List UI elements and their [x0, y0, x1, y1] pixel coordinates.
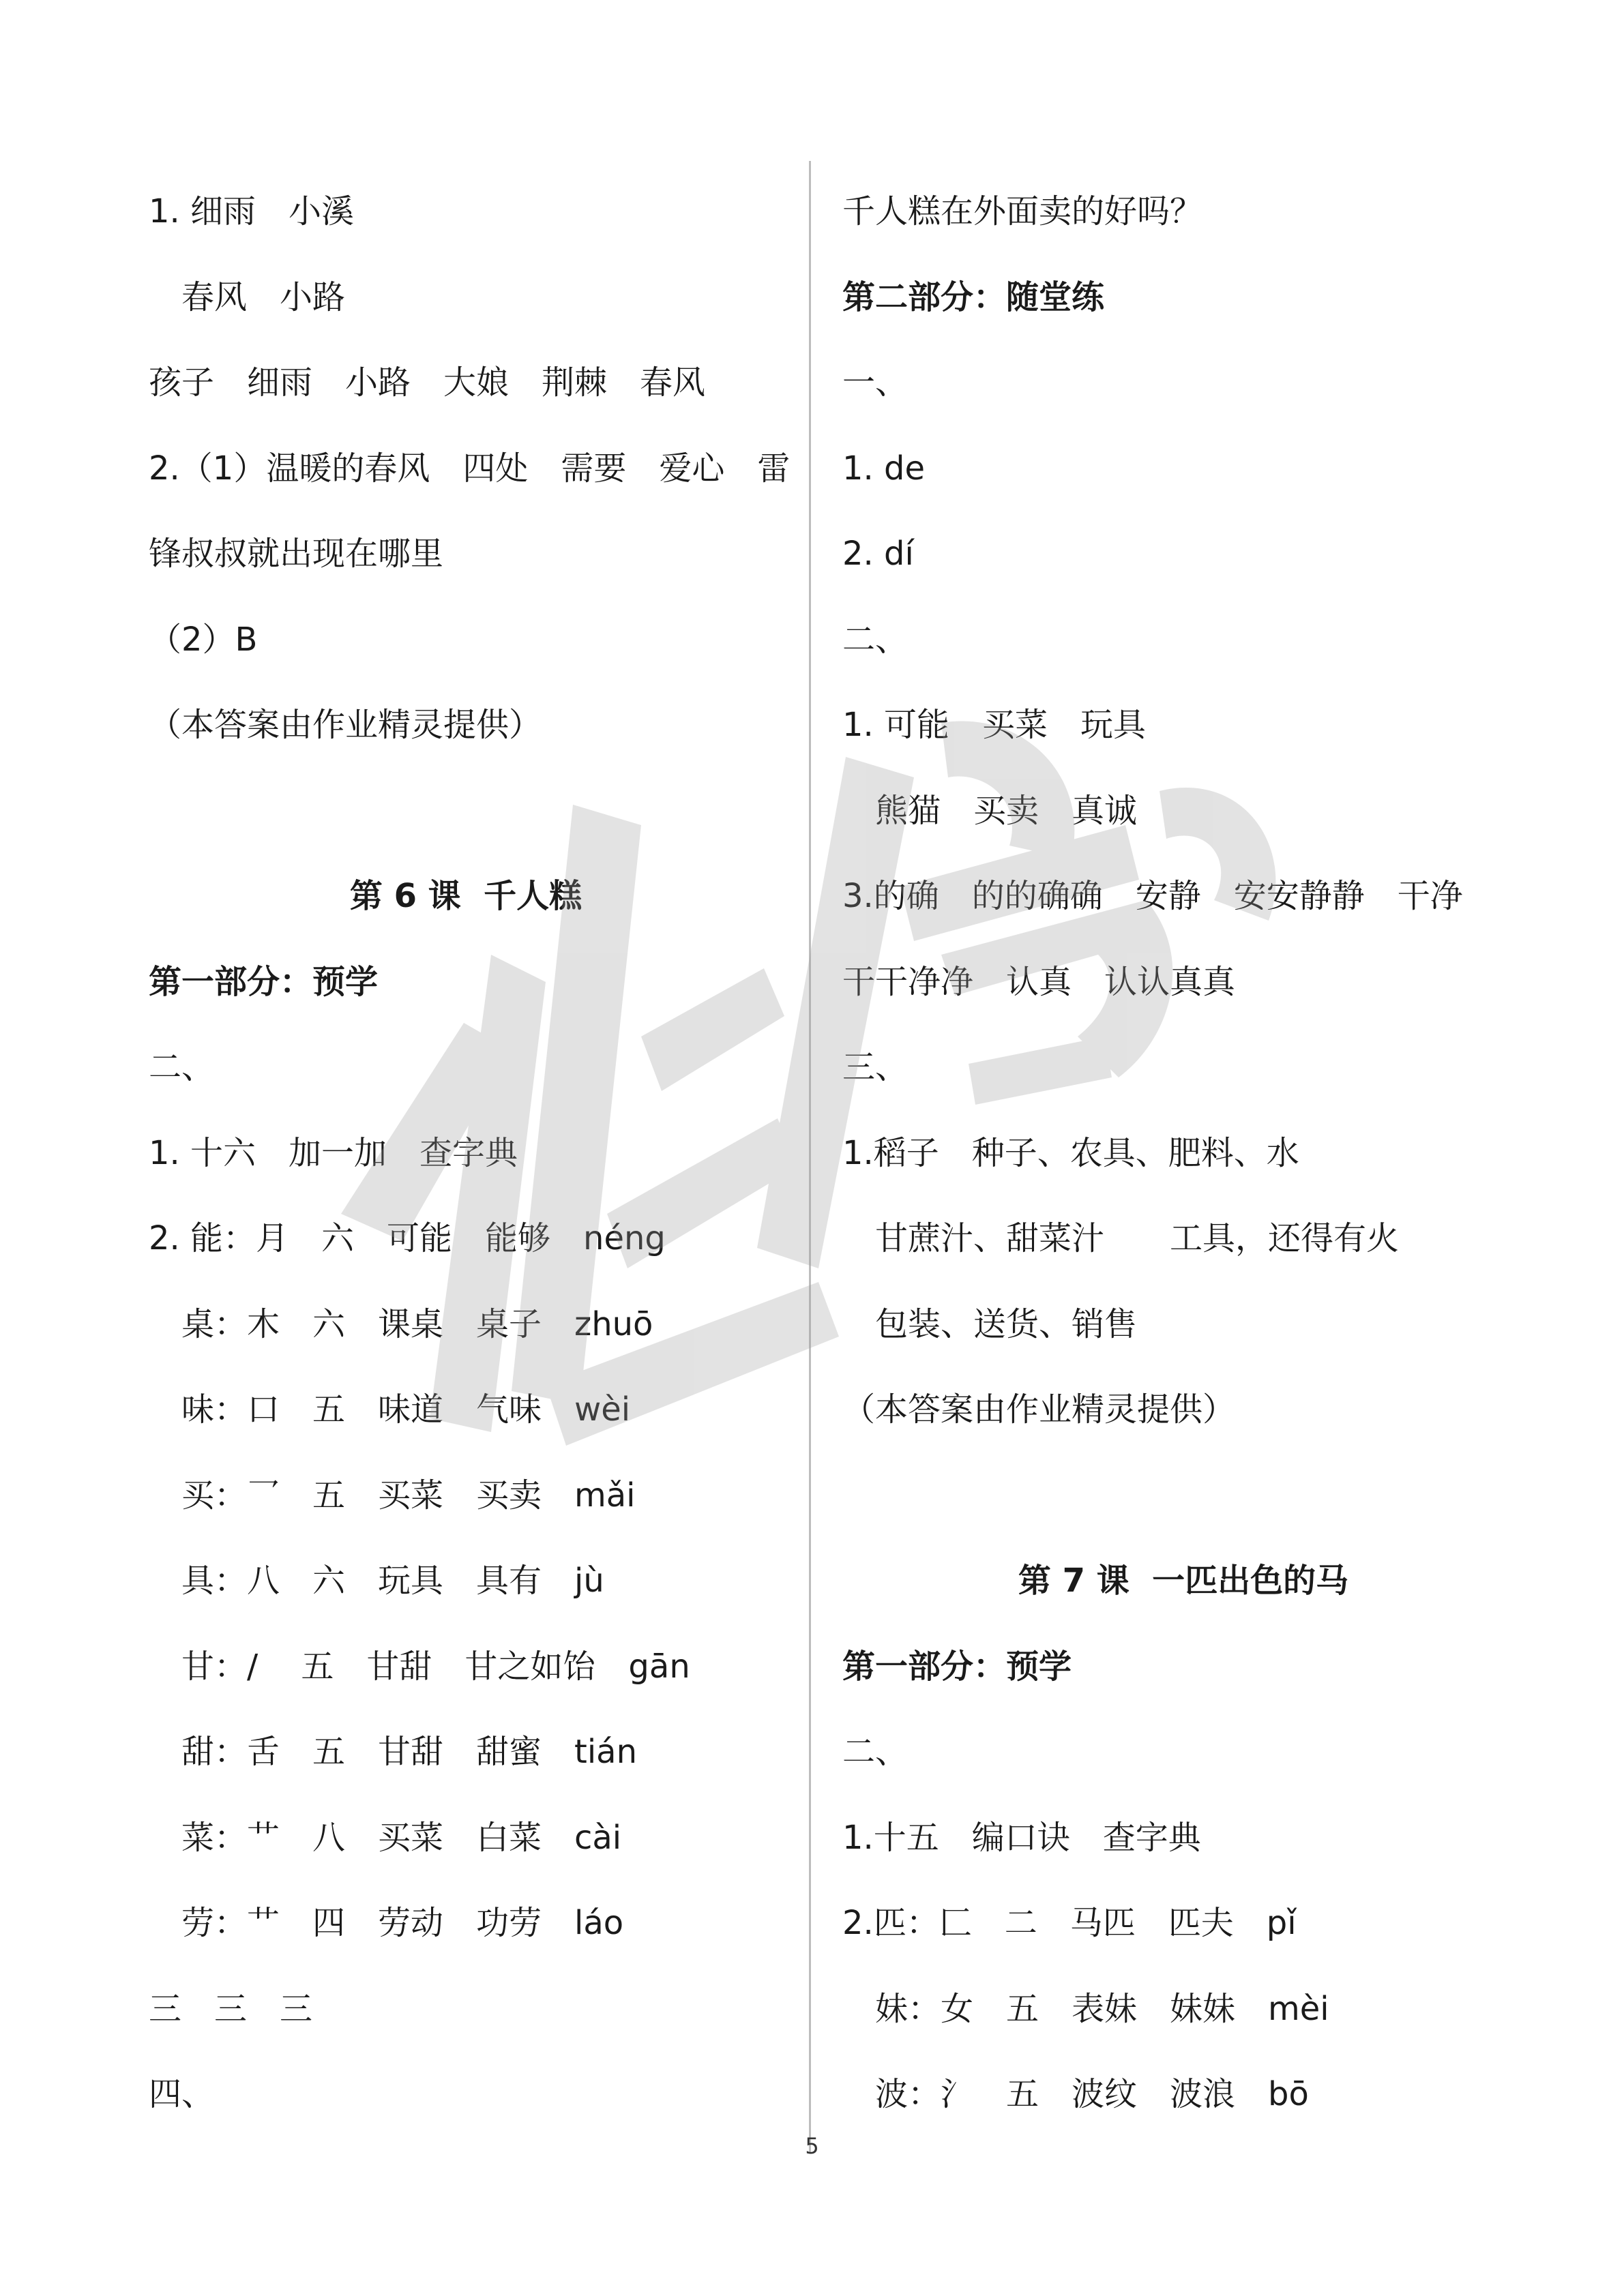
answer-line: 1. de [842, 449, 926, 488]
answer-line: 2.匹：匚 二 马匹 匹夫 pǐ [842, 1904, 1297, 1942]
answer-line: 干干净净 认真 认认真真 [842, 962, 1236, 1001]
answer-line: 2.（1）温暖的春风 四处 需要 爱心 雷 [149, 449, 791, 488]
answer-line: 四、 [149, 2075, 215, 2113]
answer-line: 二、 [842, 1733, 909, 1771]
section-heading: 第一部分：预学 [842, 1647, 1072, 1686]
answer-line: 熊猫 买卖 真诚 [842, 791, 1138, 830]
answer-line: 三、 [842, 1048, 909, 1086]
answer-line: 3.的确 的的确确 安静 安安静静 干净 [842, 877, 1463, 915]
answer-line: 菜：艹 八 买菜 白菜 cài [149, 1818, 622, 1857]
answer-line: 波：氵 五 波纹 波浪 bō [842, 2075, 1309, 2113]
answer-line: 千人糕在外面卖的好吗？ [842, 192, 1203, 230]
answer-line: 甜：舌 五 甘甜 甜蜜 tián [149, 1733, 637, 1771]
answer-line: 甘：/ 五 甘甜 甘之如饴 gān [149, 1647, 690, 1686]
answer-line: 一、 [842, 363, 909, 402]
answer-line: 劳：艹 四 劳动 功劳 láo [149, 1904, 624, 1942]
lesson-heading: 第 7 课 一匹出色的马 [1018, 1562, 1349, 1600]
answer-line: 买：乛 五 买菜 买卖 mǎi [149, 1476, 636, 1515]
lesson-heading: 第 6 课 千人糕 [349, 877, 582, 915]
answer-line: 1. 十六 加一加 查字典 [149, 1133, 518, 1172]
answer-line: （本答案由作业精灵提供） [149, 706, 542, 744]
answer-line: 三 三 三 [149, 1989, 313, 2028]
answer-line: 妹：女 五 表妹 妹妹 mèi [842, 1989, 1329, 2028]
answer-line: 1. 可能 买菜 玩具 [842, 706, 1147, 744]
answer-line: 1.稻子 种子、农具、肥料、水 [842, 1133, 1299, 1172]
answer-line: 具：八 六 玩具 具有 jù [149, 1562, 604, 1600]
answer-line: 味：口 五 味道 气味 wèi [149, 1390, 631, 1429]
answer-line: 1.十五 编口诀 查字典 [842, 1818, 1201, 1857]
answer-line: （2）B [149, 620, 258, 659]
answer-line: 二、 [149, 1048, 215, 1086]
answer-line: 1. 细雨 小溪 [149, 192, 355, 230]
answer-line: 锋叔叔就出现在哪里 [149, 535, 444, 573]
answer-line: 2. 能：月 六 可能 能够 néng [149, 1219, 666, 1257]
section-heading: 第一部分：预学 [149, 962, 379, 1001]
answer-line: 包装、送货、销售 [842, 1304, 1138, 1343]
page-number: 5 [805, 2133, 819, 2159]
answer-line: 桌：木 六 课桌 桌子 zhuō [149, 1304, 653, 1343]
answer-line: 孩子 细雨 小路 大娘 荆棘 春风 [149, 363, 706, 402]
answer-line: 春风 小路 [149, 278, 346, 316]
answer-line: 2. dí [842, 535, 914, 573]
answer-line: 二、 [842, 620, 909, 659]
section-heading: 第二部分：随堂练 [842, 278, 1105, 316]
answer-line: （本答案由作业精灵提供） [842, 1390, 1236, 1429]
answer-line: 甘蔗汁、甜菜汁 工具，还得有火 [842, 1219, 1400, 1257]
column-divider [809, 161, 811, 2152]
